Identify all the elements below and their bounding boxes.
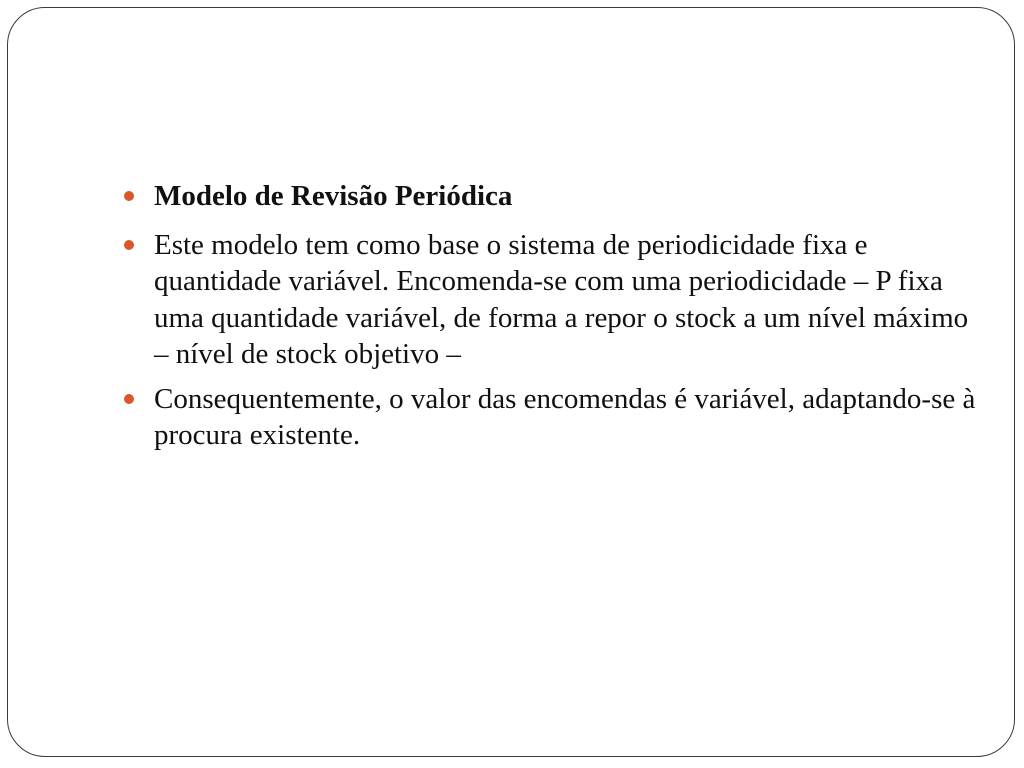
slide-body bbox=[121, 178, 981, 462]
bullet-text: Modelo de Revisão Periódica bbox=[154, 180, 513, 212]
bullet-item-consequence bbox=[121, 381, 981, 454]
bullet-dot-icon bbox=[124, 394, 134, 404]
bullet-item-description bbox=[121, 227, 981, 373]
bullet-dot-icon bbox=[124, 191, 134, 201]
bullet-text: Este modelo tem como base o sistema de periodicidade fixa e quantidade variável. Encomenda-se com uma periodicidade – P fixa uma quantidade variável, de forma a repor o stock a um nível máximo – nível de stock objetivo – bbox=[154, 228, 969, 370]
slide-frame bbox=[7, 7, 1015, 757]
bullet-dot-icon bbox=[124, 240, 134, 250]
bullet-item-title bbox=[121, 178, 981, 215]
bullet-text: Consequentemente, o valor das encomendas é variável, adaptando-se à procura existente. bbox=[154, 382, 976, 451]
